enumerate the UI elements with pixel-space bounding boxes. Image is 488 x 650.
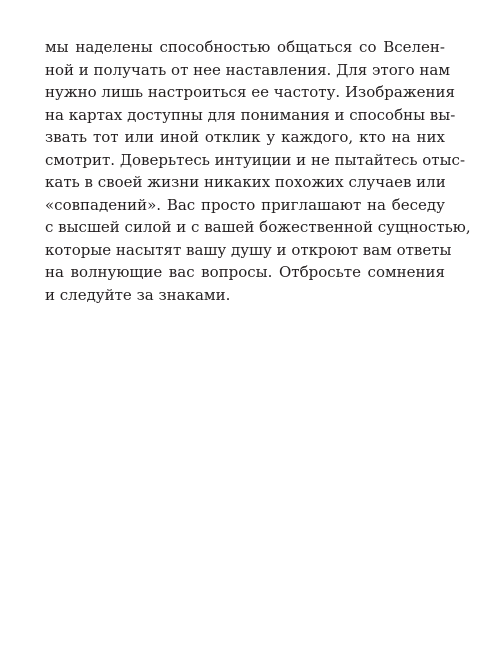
text-line: на волнующие вас вопросы. Отбросьте сомнения	[45, 263, 445, 281]
text-line: смотрит. Доверьтесь интуиции и не пытайтесь отыс-	[45, 150, 466, 169]
text-line: «совпадений». Вас просто приглашают на беседу	[45, 195, 445, 214]
text-line: которые насытят вашу душу и откроют вам ответы	[45, 240, 452, 259]
text-line: мы наделены способностью общаться со Вселен-	[45, 38, 445, 56]
text-line: нужно лишь настроиться ее частоту. Изображения	[45, 83, 455, 101]
text-line: ной и получать от нее наставления. Для этого нам	[45, 60, 451, 79]
text-line: звать тот или иной отклик у каждого, кто на них	[45, 128, 445, 146]
body-paragraph	[45, 36, 471, 306]
text-line: на картах доступны для понимания и способны вы-	[45, 105, 456, 124]
text-line: и следуйте за знаками.	[45, 285, 231, 304]
text-line: с высшей силой и с вашей божественной сущностью,	[45, 218, 471, 236]
text-line: кать в своей жизни никаких похожих случаев или	[45, 173, 446, 191]
